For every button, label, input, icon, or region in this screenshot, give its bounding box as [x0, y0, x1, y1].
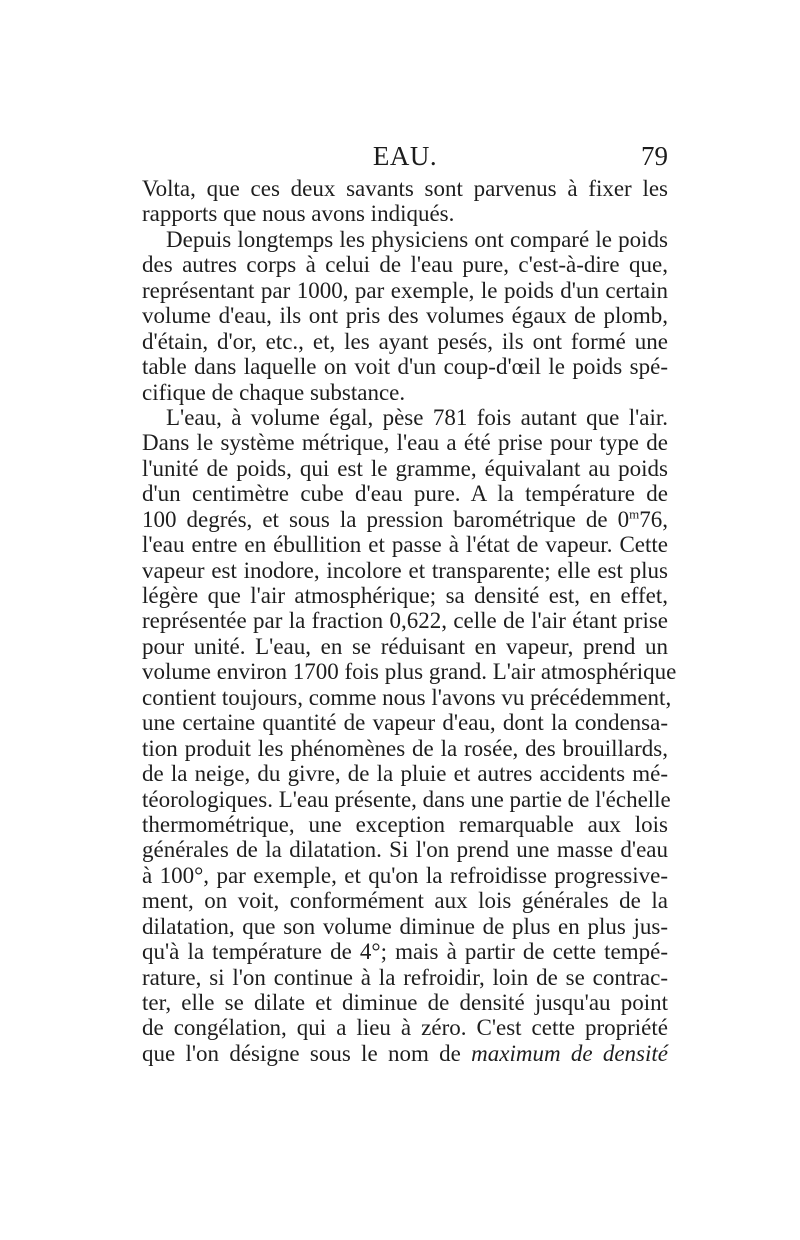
page-number: 79 [641, 141, 668, 171]
text-line: représentant par 1000, par exemple, le poids d'un certain [142, 277, 668, 303]
text-line: 100 degrés, et sous la pression barométrique de 0$^m$76, [142, 506, 668, 532]
text-line: générales de la dilatation. Si l'on prend une masse d'eau [142, 837, 668, 863]
paragraph [142, 227, 668, 405]
body-text [142, 176, 677, 1066]
text-line: thermométrique, une exception remarquable aux lois [142, 811, 668, 837]
text-line: de congélation, qui a lieu à zéro. C'est cette propriété [142, 1015, 668, 1041]
text-line: légère que l'air atmosphérique; sa densité est, en effet, [142, 583, 668, 608]
text-line: Volta, que ces deux savants sont parvenus à fixer les [142, 176, 668, 201]
paragraph [142, 404, 677, 1066]
text-line: de la neige, du givre, de la pluie et autres accidents mé- [142, 761, 668, 787]
text-line: Depuis longtemps les physiciens ont comparé le poids [166, 226, 668, 252]
text-line: table dans laquelle on voit d'un coup-d'œil le poids spé- [142, 354, 668, 380]
running-title: EAU. [372, 141, 438, 171]
text-line: Dans le système métrique, l'eau a été prise pour type de [142, 430, 668, 456]
text-line: représentée par la fraction 0,622, celle de l'air étant prise [142, 608, 668, 634]
text-line: l'unité de poids, qui est le gramme, équivalant au poids [142, 455, 668, 481]
text-line: une certaine quantité de vapeur d'eau, dont la condensa- [142, 710, 668, 736]
text-line: rapports que nous avons indiqués. [142, 201, 455, 227]
page-header [142, 141, 668, 177]
text-line: d'étain, d'or, etc., et, les ayant pesés, ils ont formé une [142, 328, 668, 354]
text-line: L'eau, à volume égal, pèse 781 fois autant que l'air. [166, 404, 668, 430]
text-line: à 100°, par exemple, et qu'on la refroidisse progressive- [142, 862, 668, 888]
text-line: dilatation, que son volume diminue de plus en plus jus- [142, 913, 668, 939]
text-line: que l'on désigne sous le nom de maximum de densité [142, 1040, 668, 1066]
text-line: tion produit les phénomènes de la rosée, des brouillards, [142, 735, 668, 761]
text-line: des autres corps à celui de l'eau pure, c'est-à-dire que, [142, 252, 668, 278]
text-line: téorologiques. L'eau présente, dans une partie de l'échelle [142, 786, 671, 812]
text-line: cifique de chaque substance. [142, 379, 406, 405]
text-line: rature, si l'on continue à la refroidir, loin de se contrac- [142, 964, 668, 990]
text-line: l'eau entre en ébullition et passe à l'état de vapeur. Cette [142, 532, 668, 558]
text-line: volume d'eau, ils ont pris des volumes égaux de plomb, [142, 303, 668, 329]
text-line: d'un centimètre cube d'eau pure. A la température de [142, 481, 668, 507]
text-line: ter, elle se dilate et diminue de densité jusqu'au point [142, 990, 668, 1015]
text-line: qu'à la température de 4°; mais à partir de cette tempé- [142, 939, 668, 965]
text-line: ment, on voit, conformément aux lois générales de la [142, 888, 668, 914]
text-line: contient toujours, comme nous l'avons vu précédemment, [142, 684, 672, 710]
paragraph [142, 176, 668, 227]
text-line: vapeur est inodore, incolore et transparente; elle est plus [142, 557, 668, 583]
text-line: volume environ 1700 fois plus grand. L'air atmosphérique [142, 659, 677, 685]
text-line: pour unité. L'eau, en se réduisant en vapeur, prend un [142, 633, 668, 659]
